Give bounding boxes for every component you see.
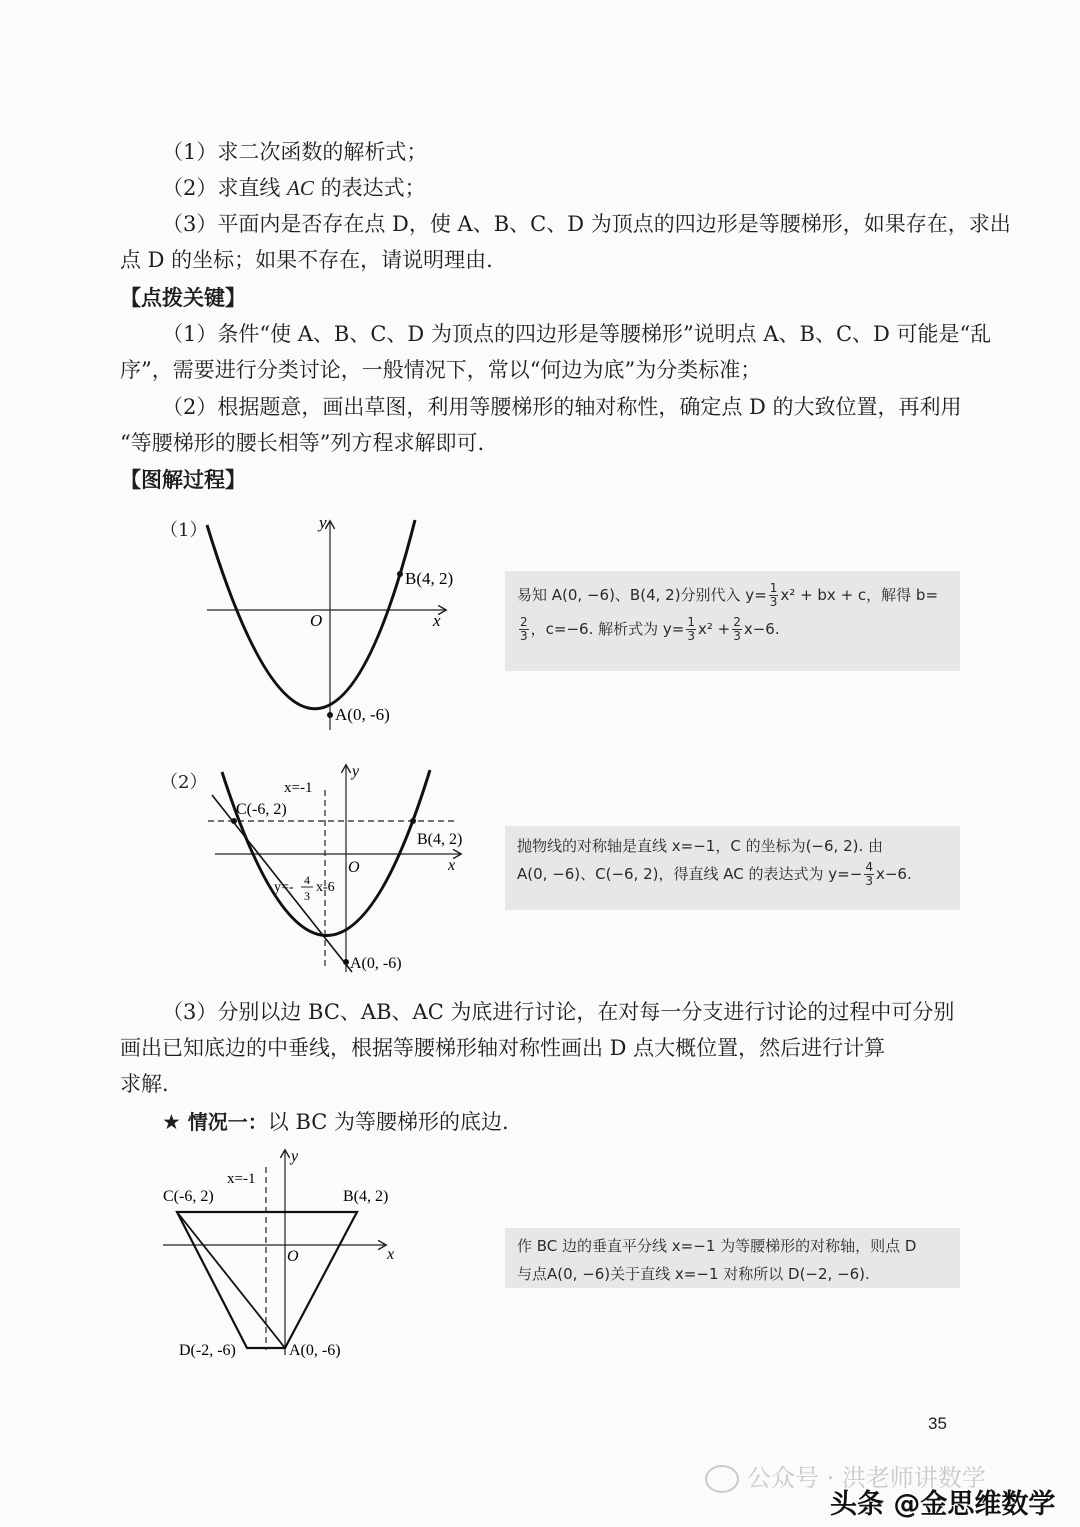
- frac-num: 4: [865, 860, 873, 874]
- fig1-tag: （1）: [160, 520, 208, 541]
- fig3-origin: O: [287, 1248, 299, 1265]
- fig2-box-line1: 抛物线的对称轴是直线 x=−1，C 的坐标为(−6, 2). 由: [517, 837, 884, 855]
- fig3-box-line2: 与点A(0, −6)关于直线 x=−1 对称所以 D(−2, −6).: [517, 1265, 870, 1283]
- fig2-point-b: [410, 818, 416, 824]
- fig1-graph: [195, 510, 485, 740]
- case1-label: 情况一：: [180, 1110, 268, 1134]
- hint-1-line1: （1）条件“使 A、B、C、D 为顶点的四边形是等腰梯形”说明点 A、B、C、D 可能是“乱: [162, 322, 992, 346]
- fig2-point-a: [343, 959, 349, 965]
- hint-2-line1: （2）根据题意，画出草图，利用等腰梯形的轴对称性，确定点 D 的大致位置，再利用: [162, 395, 962, 419]
- frac-1-3: [769, 582, 779, 609]
- fig1-box-text-c: ，c=−6. 解析式为 y=: [530, 620, 685, 638]
- fig2-point-c: [231, 818, 237, 824]
- fig2-line-label-pre: y=-: [274, 880, 294, 895]
- fig2-line-label-post: x-6: [316, 880, 335, 895]
- case1-heading: [162, 1104, 1007, 1140]
- frac-den: 3: [769, 595, 778, 609]
- question-1: （1）求二次函数的解析式；: [162, 140, 428, 164]
- frac-num: 2: [733, 615, 741, 629]
- frac-num: 2: [520, 615, 528, 629]
- fig3-box-line1: 作 BC 边的垂直平分线 x=−1 为等腰梯形的对称轴，则点 D: [517, 1237, 917, 1255]
- q2-pre: （2）求直线: [162, 176, 288, 200]
- fig2-graph: [200, 760, 485, 980]
- wechat-text: 公众号 · 洪老师讲数学: [747, 1464, 986, 1492]
- fig1-box-text-a: 易知 A(0, −6)、B(4, 2)分别代入 y=: [517, 586, 767, 604]
- frac-den: 3: [865, 874, 873, 888]
- solution-heading: 【图解过程】: [120, 468, 246, 492]
- fig1-x-label: x: [433, 611, 441, 630]
- fig1-box-line2: [517, 615, 948, 643]
- fig2-axis-label: x=-1: [284, 780, 313, 796]
- fig1-point-b: [397, 571, 403, 577]
- fig1-y-label: y: [319, 513, 327, 532]
- frac-den: 3: [733, 629, 741, 643]
- question-2: [162, 170, 1007, 206]
- fig2-frac-num: 4: [304, 873, 310, 887]
- hint-2-line2: “等腰梯形的腰长相等”列方程求解即可.: [120, 431, 485, 455]
- fig2-label-b: B(4, 2): [417, 831, 463, 848]
- toutiao-watermark: 头条 @金思维数学: [830, 1489, 1056, 1520]
- fig2-box-text-b: x−6.: [875, 865, 912, 883]
- wechat-icon: [705, 1465, 739, 1493]
- q2-var: AC: [287, 176, 314, 200]
- page-number: 35: [928, 1414, 947, 1433]
- fig1-box-text-b: x² + bx + c，解得 b=: [780, 586, 939, 604]
- hints-heading: 【点拨关键】: [120, 286, 246, 310]
- fig3-label-b: B(4, 2): [343, 1188, 389, 1205]
- fig2-origin: O: [348, 859, 360, 876]
- fig3-label-c: C(-6, 2): [163, 1188, 214, 1205]
- fig3-explanation-box: [505, 1228, 960, 1288]
- fig1-box-line1: [517, 581, 948, 609]
- fig2-explanation-box: [505, 826, 960, 910]
- fig3-trapezoid: [177, 1212, 357, 1348]
- case1-text: 以 BC 为等腰梯形的底边.: [267, 1110, 509, 1134]
- frac-den: 3: [687, 629, 695, 643]
- fig2-tag: （2）: [160, 772, 208, 793]
- fig3-label-a: A(0, -6): [289, 1342, 341, 1359]
- fig2-y-label: y: [352, 763, 360, 780]
- frac-4-3: [864, 861, 874, 888]
- frac-num: 1: [687, 615, 695, 629]
- question-3-line1: （3）平面内是否存在点 D，使 A、B、C、D 为顶点的四边形是等腰梯形，如果存在，求出: [162, 212, 1011, 236]
- star-icon: ★: [162, 1110, 181, 1134]
- frac-2-3: [519, 616, 529, 643]
- fig3-label-d: D(-2, -6): [179, 1342, 236, 1359]
- question-3-line2: 点 D 的坐标；如果不存在，请说明理由.: [120, 248, 493, 272]
- fig2-label-a: A(0, -6): [350, 955, 402, 972]
- q2-post: 的表达式；: [313, 176, 426, 200]
- part3-line3: 求解.: [120, 1072, 169, 1096]
- hint-1-line2: 序”，需要进行分类讨论，一般情况下，常以“何边为底”为分类标准；: [120, 358, 762, 382]
- fig1-point-a: [327, 712, 333, 718]
- fig3-graph: [155, 1145, 405, 1370]
- fig1-explanation-box: [505, 571, 960, 671]
- fig1-box-text-e: x−6.: [743, 620, 780, 638]
- fig1-label-b: B(4, 2): [405, 569, 454, 588]
- frac-2-3-b: [732, 616, 742, 643]
- frac-num: 1: [769, 581, 778, 595]
- fig2-parabola: [222, 770, 430, 936]
- fig2-x-label: x: [448, 857, 456, 874]
- fig2-label-c: C(-6, 2): [236, 801, 287, 818]
- part3-line2: 画出已知底边的中垂线，根据等腰梯形轴对称性画出 D 点大概位置，然后进行计算: [120, 1036, 886, 1060]
- frac-den: 3: [520, 629, 528, 643]
- fig2-box-text-a: A(0, −6)、C(−6, 2)，得直线 AC 的表达式为 y=−: [517, 865, 863, 883]
- fig2-box-line2: [517, 860, 948, 888]
- fig1-box-text-d: x² +: [697, 620, 731, 638]
- fig3-line-ac: [177, 1212, 285, 1348]
- part3-line1: （3）分别以边 BC、AB、AC 为底进行讨论，在对每一分支进行讨论的过程中可分别: [162, 1000, 955, 1024]
- frac-1-3-b: [686, 616, 696, 643]
- fig3-axis-label: x=-1: [227, 1171, 256, 1187]
- fig1-origin: O: [310, 611, 323, 630]
- fig3-y-label: y: [291, 1148, 299, 1165]
- fig2-frac-den: 3: [304, 889, 310, 903]
- fig3-x-label: x: [387, 1246, 395, 1263]
- fig1-label-a: A(0, -6): [335, 705, 390, 724]
